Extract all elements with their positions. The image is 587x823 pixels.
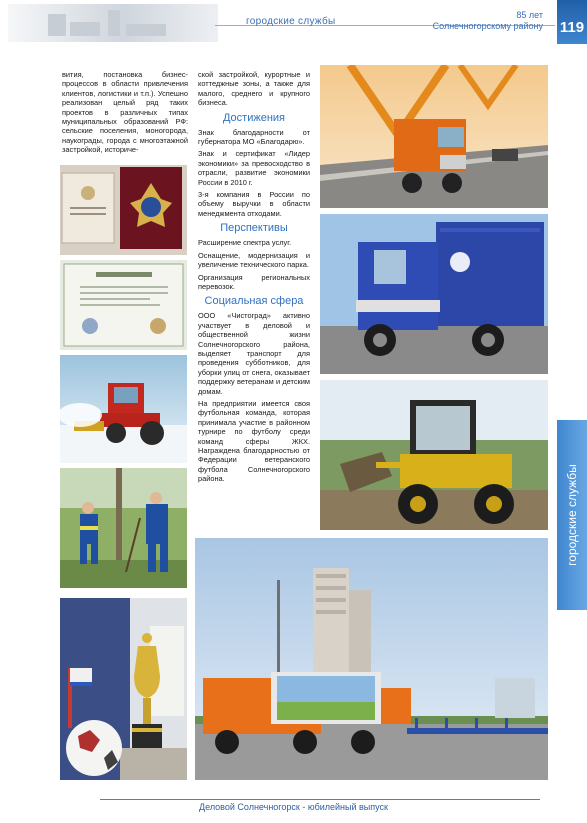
garbage-truck-photo — [320, 214, 548, 374]
achievement-item: 3-я компания в России по объему выручки в области менеджмента отходами. — [198, 190, 310, 218]
street-truck-photo — [195, 538, 548, 780]
certificate-photo — [60, 260, 187, 350]
prospect-item: Организация региональных перевозок. — [198, 272, 310, 291]
trophy-photo — [60, 598, 187, 780]
workers-photo — [60, 468, 187, 588]
achievement-item: Знак благодарности от губернатора МО «Благодарю». — [198, 127, 310, 147]
heading-achievements: Достижения — [222, 111, 286, 124]
header-section-title: городские службы — [246, 16, 336, 27]
social-paragraph: На предприятии имеется своя футбольная команда, которая принимала участие в районном турнире по футболу среди команд сферы ЖКХ. Награждена благодарностью от Федерации ветеранского футбола Солнечногорского района. — [198, 398, 310, 484]
bridge-truck-photo — [320, 65, 548, 208]
page-number: 119 — [557, 0, 587, 44]
side-section-tab — [557, 420, 587, 610]
header-anniversary — [433, 10, 543, 32]
prospect-item: Расширение спектра услуг. — [198, 238, 292, 248]
footer-rule — [100, 799, 540, 800]
page-footer: Деловой Солнечногорск - юбилейный выпуск — [199, 802, 388, 812]
social-paragraph: ООО «Чистоград» активно участвует в деловой и общественной жизни Солнечногорского района, выделяет транспорт для проведения субботников, для уборки улиц от снега, оказывает поддержку ветеранам и детским домам. — [198, 311, 310, 396]
snow-tractor-photo — [60, 355, 187, 463]
page-header — [0, 0, 587, 44]
heading-social: Социальная сфера — [204, 295, 304, 308]
header-district: Солнечногорскому району — [432, 21, 543, 31]
text-column-1: вития, постановка бизнес-процессов в области привлечения клиентов, логистики и т.п.). Успешно реализован целый ряд таких проектов в различных типах муниципальных образований РФ: сельские поселения, моногорода, наукограды, города с многоэтажной застройкой, историче- — [62, 70, 188, 155]
intro-paragraph: ской застройкой, курортные и коттеджные зоны, а также для малого, среднего и крупного бизнеса. — [198, 70, 310, 108]
text-column-2 — [198, 70, 310, 487]
prospect-item: Оснащение, модернизация и увеличение технического парка. — [198, 250, 310, 270]
loader-photo — [320, 380, 548, 530]
award-photo — [60, 165, 187, 255]
header-city-photo — [8, 4, 218, 42]
achievement-item: Знак и сертификат «Лидер экономики» за превосходство в отрасли, развитие экономики России в 2010 г. — [198, 149, 310, 187]
header-years: 85 лет — [516, 10, 543, 20]
side-section-label: городские службы — [565, 464, 579, 566]
heading-prospects: Перспективы — [220, 222, 288, 235]
